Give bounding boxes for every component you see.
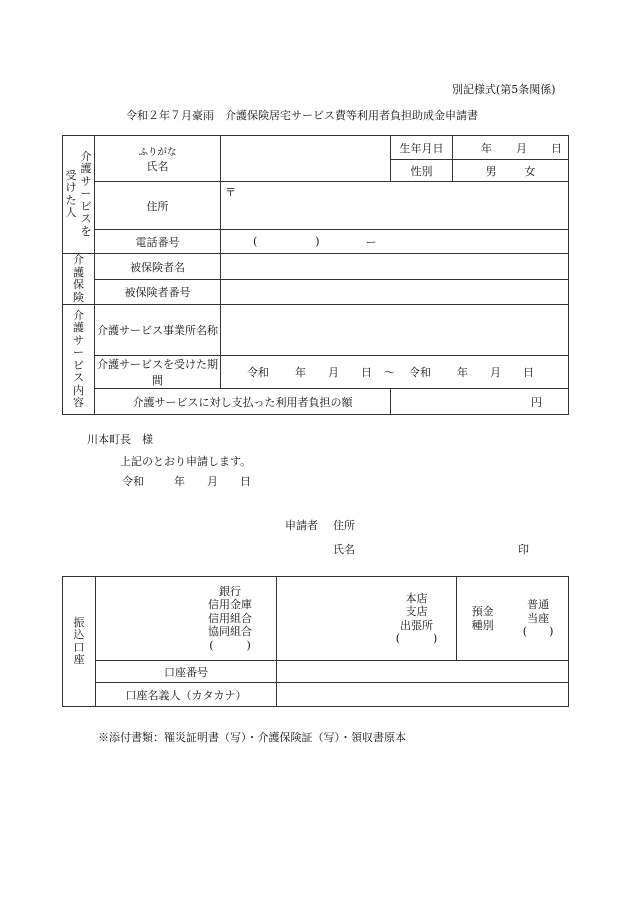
form-title: 令和２年７月豪雨 介護保険居宅サービス費等利用者負担助成金申請書 (126, 109, 478, 122)
deposit-other[interactable]: ( ) (522, 625, 554, 639)
period-end-year: 年 (457, 366, 468, 379)
name-label-cell (95, 136, 221, 182)
phone-input[interactable] (221, 230, 569, 254)
deposit-current[interactable]: 当座 (527, 611, 550, 625)
deposit-ordinary[interactable]: 普通 (527, 598, 550, 612)
amount-input[interactable] (391, 389, 569, 415)
dob-label: 生年月日 (391, 136, 453, 160)
period-start-month: 月 (328, 366, 339, 379)
period-end-month: 月 (490, 366, 501, 379)
amount-label: 介護サービスに対し支払った利用者負担の額 (95, 389, 391, 415)
name-label: 氏名 (146, 159, 169, 173)
institution-shinkin[interactable]: 信用金庫 (208, 598, 252, 612)
sex-option-male[interactable]: 男 (485, 164, 497, 178)
account-number-input[interactable] (277, 661, 569, 683)
period-end-day: 日 (523, 366, 534, 379)
attachments-note: ※添付書類：罹災証明書（写）・介護保険証（写）・領収書原本 (98, 731, 406, 744)
bank-vertical-label: 振 込 口 座 (73, 615, 85, 666)
service-period-label: 介護サービスを受けた期間 (95, 356, 221, 389)
branch-other[interactable]: ( ) (395, 632, 438, 645)
dob-input[interactable] (453, 136, 569, 160)
period-start-day: 日 (361, 366, 372, 379)
bank-account-table (62, 576, 569, 707)
dob-year-unit: 年 (481, 141, 492, 155)
dob-day-unit: 日 (551, 141, 562, 155)
dob-month-unit: 月 (516, 141, 527, 155)
form-reference: 別記様式(第5条関係) (452, 83, 556, 96)
institution-shinkumi[interactable]: 信用組合 (208, 611, 252, 625)
date-year: 年 (174, 475, 185, 488)
phone-label: 電話番号 (95, 230, 221, 254)
sex-label: 性別 (391, 160, 453, 182)
address-label: 住所 (95, 182, 221, 230)
branch-office[interactable]: 出張所 (400, 618, 433, 632)
account-holder-input[interactable] (277, 683, 569, 707)
recipient-vertical-col1: 介 護 サ ー ビ ス を (80, 149, 92, 238)
insured-number-label: 被保険者番号 (95, 280, 221, 305)
recipient-vertical-col2: 受 け た 人 (65, 168, 77, 219)
phone-paren-open: ( (253, 235, 258, 248)
institution-type-cell[interactable] (96, 577, 277, 661)
account-holder-label: 口座名義人（カタカナ） (96, 683, 277, 707)
bank-section-header (63, 577, 96, 707)
deposit-type-options[interactable] (523, 598, 554, 639)
address-input[interactable] (221, 182, 569, 230)
branch-branch[interactable]: 支店 (405, 605, 428, 618)
date-line (122, 473, 251, 489)
insured-name-input[interactable] (221, 254, 569, 280)
branch-main[interactable]: 本店 (405, 591, 428, 605)
insurance-vertical-label: 介 護 保 険 (73, 253, 84, 304)
account-number-label: 口座番号 (96, 661, 277, 683)
addressee: 川本町長 様 (87, 433, 153, 446)
insured-number-input[interactable] (221, 280, 569, 305)
applicant-address-label: 住所 (333, 519, 355, 532)
request-statement: 上記のとおり申請します。 (120, 455, 252, 468)
applicant-seal-mark: 印 (518, 543, 529, 556)
service-period-input[interactable] (221, 356, 569, 389)
period-start-era: 令和 (247, 366, 269, 379)
name-input-cell[interactable] (221, 136, 391, 182)
institution-kyodo[interactable]: 協同組合 (208, 625, 252, 639)
branch-type-cell[interactable] (277, 577, 457, 661)
date-day: 日 (240, 475, 251, 488)
insurance-section-header (63, 254, 95, 305)
recipient-section-header (63, 136, 95, 254)
period-start-year: 年 (295, 366, 306, 379)
date-era: 令和 (122, 475, 144, 488)
institution-bank[interactable]: 銀行 (219, 584, 241, 598)
applicant-label: 申請者 (285, 519, 318, 532)
period-end-era: 令和 (409, 366, 431, 379)
insured-name-label: 被保険者名 (95, 254, 221, 280)
deposit-type-cell[interactable] (457, 577, 569, 661)
postal-mark: 〒 (225, 186, 236, 199)
service-section-header (63, 305, 95, 415)
furigana-label: ふりがな (138, 146, 177, 158)
sex-options[interactable] (453, 160, 569, 182)
applicant-name-label: 氏名 (333, 543, 355, 556)
deposit-type-label: 預金 種別 (471, 605, 494, 632)
institution-other[interactable]: ( ) (209, 638, 251, 652)
service-vertical-label: 介 護 サ ー ビ ス 内 容 (73, 308, 84, 409)
application-form-table (62, 135, 569, 415)
date-month: 月 (207, 475, 218, 488)
phone-dash: ー (365, 235, 377, 249)
phone-paren-close: ) (315, 235, 320, 248)
service-office-input[interactable] (221, 305, 569, 356)
service-office-label: 介護サービス事業所名称 (95, 305, 221, 356)
period-tilde: 〜 (384, 366, 395, 379)
amount-unit: 円 (531, 395, 542, 409)
sex-option-female[interactable]: 女 (524, 164, 536, 178)
